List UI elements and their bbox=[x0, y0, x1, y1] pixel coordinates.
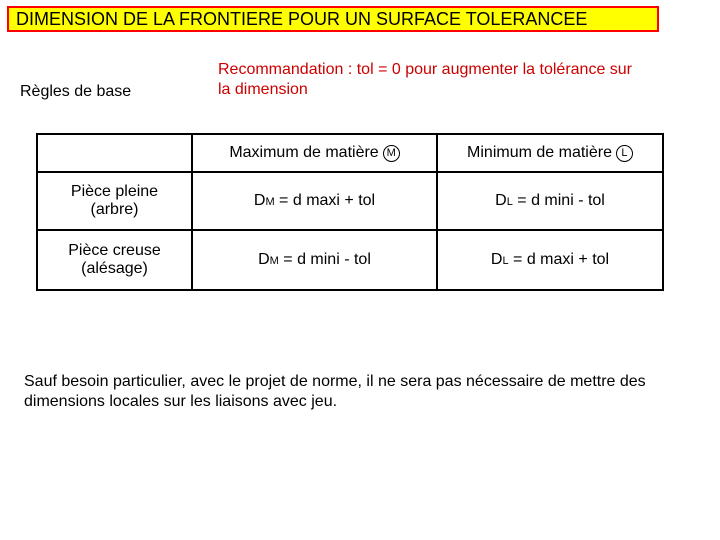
formula-subscript: L bbox=[502, 255, 509, 267]
max-material-circle-m-icon: M bbox=[383, 145, 400, 162]
row-label-line: (alésage) bbox=[81, 260, 148, 277]
rules-table bbox=[36, 133, 664, 291]
formula-variable: D bbox=[490, 251, 503, 268]
row-label-piece-pleine bbox=[37, 172, 192, 230]
header-minimum-matiere bbox=[437, 134, 663, 172]
row-label-piece-creuse bbox=[37, 230, 192, 290]
formula-expression: = d maxi + tol bbox=[508, 251, 610, 268]
row-label-line: Pièce pleine bbox=[70, 183, 159, 200]
formula-variable: D bbox=[495, 192, 507, 209]
page-title: DIMENSION DE LA FRONTIERE POUR UN SURFACE TOLERANCEE bbox=[7, 6, 659, 32]
formula-cell-max bbox=[192, 172, 437, 230]
formula-expression: = d mini - tol bbox=[512, 192, 605, 209]
regles-de-base-label: Règles de base bbox=[20, 83, 132, 100]
row-label-line: Pièce creuse bbox=[68, 242, 161, 259]
header-max-label: Maximum de matière bbox=[229, 144, 379, 161]
formula-cell-min bbox=[437, 230, 663, 290]
formula-subscript: L bbox=[506, 196, 513, 208]
formula-expression: = d maxi + tol bbox=[274, 192, 376, 209]
formula-subscript: M bbox=[265, 196, 275, 208]
formula-variable: D bbox=[253, 192, 266, 209]
formula-cell-min bbox=[437, 172, 663, 230]
formula-expression: = d mini - tol bbox=[278, 251, 371, 268]
table-corner-cell bbox=[37, 134, 192, 172]
formula-cell-max bbox=[192, 230, 437, 290]
header-min-label: Minimum de matière bbox=[467, 144, 612, 161]
table-header-row bbox=[37, 134, 663, 172]
header-maximum-matiere bbox=[192, 134, 437, 172]
recommandation-text: Recommandation : tol = 0 pour augmenter la tolérance sur la dimension bbox=[218, 61, 633, 98]
least-material-circle-l-icon: L bbox=[616, 145, 633, 162]
table-row bbox=[37, 172, 663, 230]
note-paragraph: Sauf besoin particulier, avec le projet de norme, il ne sera pas nécessaire de mettre des dimensions locales sur les liaisons avec jeu. bbox=[24, 373, 646, 410]
row-label-line: (arbre) bbox=[90, 201, 139, 218]
formula-subscript: M bbox=[269, 255, 279, 267]
formula-variable: D bbox=[258, 251, 270, 268]
table-row bbox=[37, 230, 663, 290]
